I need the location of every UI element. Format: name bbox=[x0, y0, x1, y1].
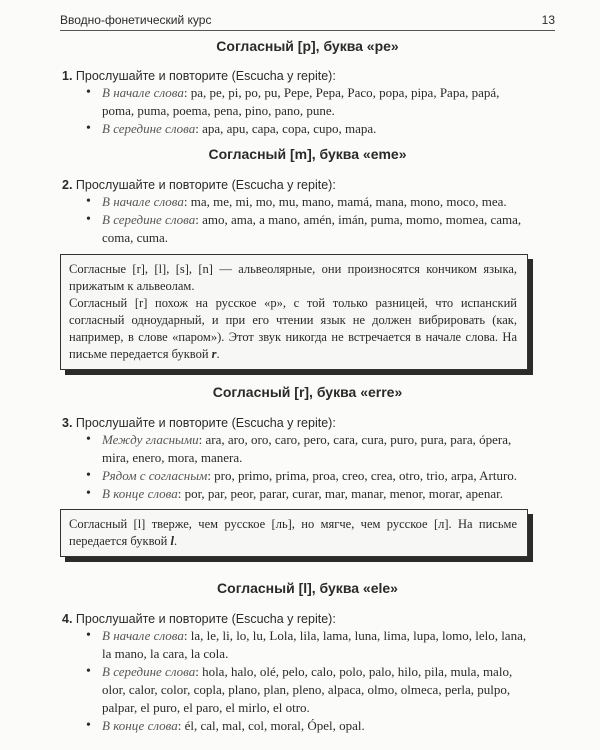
note-box-l bbox=[60, 509, 528, 557]
item-text: : amo, ama, a mano, amén, imán, puma, momo, momea, cama, coma, cuma. bbox=[102, 212, 522, 245]
item-lead: В середине слова bbox=[102, 121, 196, 136]
item-lead: В начале слова bbox=[102, 628, 184, 643]
item-text: : hola, halo, olé, pelo, calo, polo, palo, hilo, pila, mula, malo, olor, calor, color, copla, plano, plan, pleno, alpaca, olmo, olmeca, perla, pulpo, palpar, el puro, el paro, el mirlo, el otro. bbox=[102, 664, 513, 715]
exercise-2-instruction bbox=[62, 176, 542, 194]
item-lead: В середине слова bbox=[102, 212, 196, 227]
item-text: : pa, pe, pi, po, pu, Pepe, Pepa, Paco, popa, pipa, Papa, papá, poma, puma, poema, pena, pino, pano, pune. bbox=[102, 85, 500, 118]
note-letter: r bbox=[211, 347, 217, 361]
list-item bbox=[84, 627, 529, 663]
item-text: : él, cal, mal, col, moral, Ópel, opal. bbox=[177, 718, 365, 733]
instruction-text: Прослушайте и повторите (Escucha y repite): bbox=[75, 416, 336, 430]
item-lead: Между гласными bbox=[102, 432, 199, 447]
list-item bbox=[84, 211, 529, 247]
exercise-3-list bbox=[84, 431, 529, 503]
item-text: : ma, me, mi, mo, mu, mano, mamá, mana, mono, moco, mea. bbox=[183, 194, 507, 209]
note-paragraph: Согласные [r], [l], [s], [n] — альвеолярные, они произносятся кончиком языка, прижатым к альвеолам. bbox=[69, 262, 517, 293]
list-item bbox=[84, 717, 529, 735]
exercise-number: 3. bbox=[62, 416, 73, 430]
instruction-text: Прослушайте и повторите (Escucha y repite): bbox=[75, 178, 336, 192]
page-header bbox=[60, 10, 555, 31]
list-item bbox=[84, 485, 529, 503]
exercise-number: 1. bbox=[62, 69, 73, 83]
item-text: : por, par, peor, parar, curar, mar, manar, menor, morar, apenar. bbox=[177, 486, 503, 501]
list-item bbox=[84, 120, 529, 138]
item-lead: В конце слова bbox=[102, 718, 178, 733]
note-paragraph: Согласный [l] тверже, чем русское [ль], но мягче, чем русское [л]. На письме передается буквой l. bbox=[69, 517, 517, 548]
item-lead: В конце слова bbox=[102, 486, 178, 501]
section-title-p: Согласный [p], буква «pe» bbox=[216, 38, 399, 54]
list-item bbox=[84, 431, 529, 467]
exercise-4-instruction bbox=[62, 610, 542, 628]
exercise-number: 4. bbox=[62, 612, 73, 626]
section-title-m: Согласный [m], буква «eme» bbox=[208, 146, 407, 162]
item-text: : pro, primo, prima, proa, creo, crea, otro, trio, arpa, Arturo. bbox=[207, 468, 518, 483]
item-text: : ara, aro, oro, caro, pero, cara, cura, puro, pura, para, ópera, mira, enero, mora, manera. bbox=[102, 432, 512, 465]
section-title-l: Согласный [l], буква «ele» bbox=[217, 580, 398, 596]
exercise-2-list bbox=[84, 193, 529, 247]
note-box-r bbox=[60, 254, 528, 370]
list-item bbox=[84, 84, 529, 120]
exercise-number: 2. bbox=[62, 178, 73, 192]
list-item bbox=[84, 467, 529, 485]
item-text: : la, le, li, lo, lu, Lola, lila, lama, luna, lima, lupa, lomo, lelo, lana, la mano, la cara, la cola. bbox=[102, 628, 527, 661]
course-title: Вводно-фонетический курс bbox=[60, 13, 212, 27]
exercise-1-list bbox=[84, 84, 529, 138]
note-letter: l bbox=[170, 534, 174, 548]
exercise-1-instruction bbox=[62, 67, 542, 85]
exercise-4-list bbox=[84, 627, 529, 735]
exercise-3-instruction bbox=[62, 414, 542, 432]
section-title-r: Согласный [r], буква «erre» bbox=[212, 384, 403, 400]
item-text: : apa, apu, capa, copa, cupo, mapa. bbox=[195, 121, 377, 136]
instruction-text: Прослушайте и повторите (Escucha y repite): bbox=[75, 612, 336, 626]
item-lead: В середине слова bbox=[102, 664, 196, 679]
page-number: 13 bbox=[541, 13, 555, 27]
item-lead: В начале слова bbox=[102, 194, 184, 209]
list-item bbox=[84, 193, 529, 211]
note-paragraph: Согласный [r] похож на русское «р», с той только разницей, что испанский согласный одноударный, и при его чтении язык не должен вибрировать (как, например, в слове «паром»). Этот звук никогда не встречается в начале слова. На письме передается буквой r. bbox=[69, 296, 517, 361]
instruction-text: Прослушайте и повторите (Escucha y repite): bbox=[75, 69, 336, 83]
item-lead: Рядом с согласным bbox=[102, 468, 208, 483]
list-item bbox=[84, 663, 529, 717]
item-lead: В начале слова bbox=[102, 85, 184, 100]
